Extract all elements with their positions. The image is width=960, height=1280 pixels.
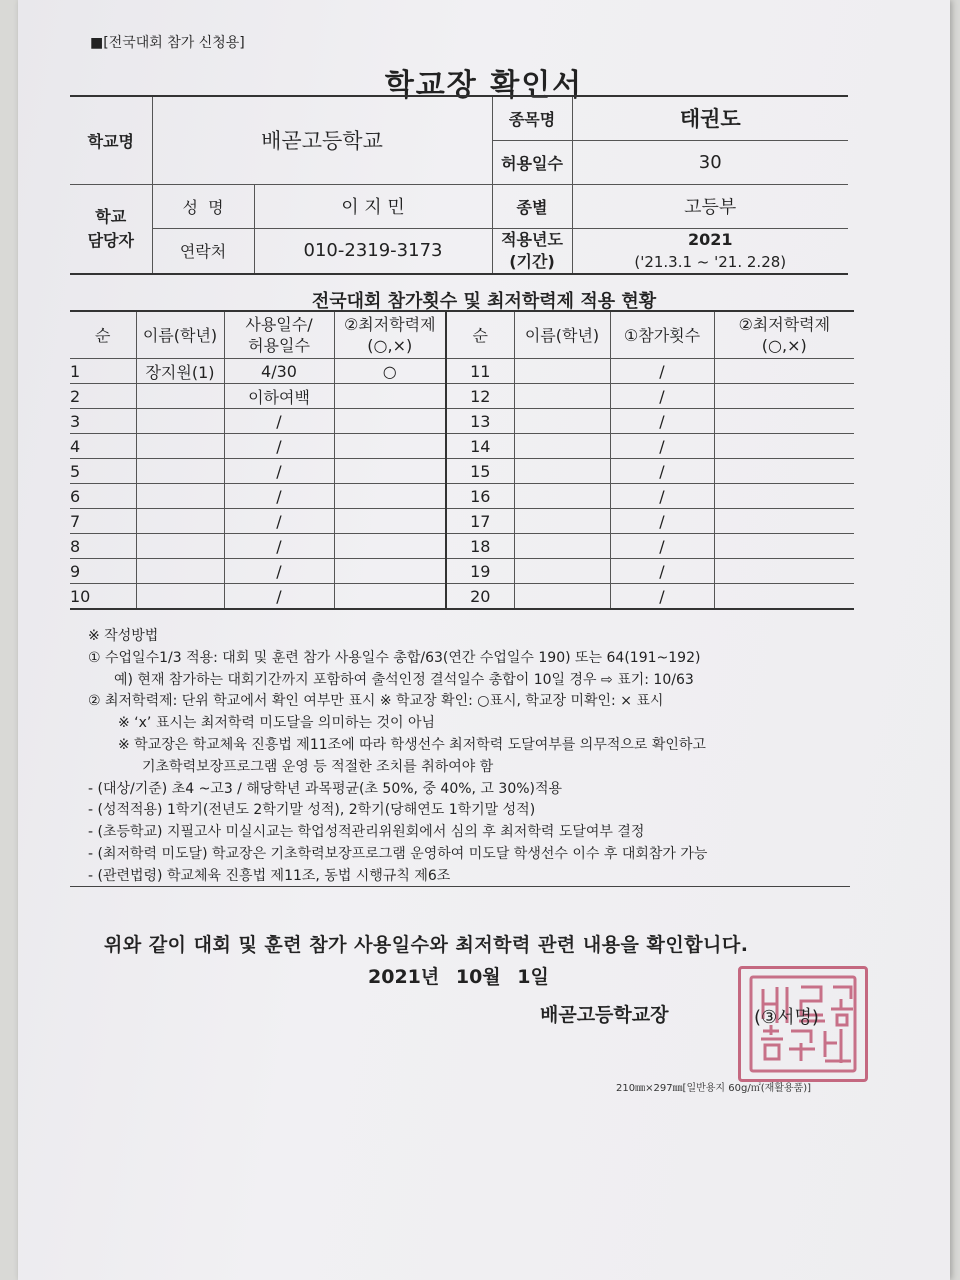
- confirmation-date: 2021년 10월 1일: [368, 966, 549, 988]
- row-min-right: [714, 584, 854, 610]
- row-min-right: [714, 509, 854, 534]
- event-value: 태권도: [572, 96, 848, 140]
- form-type-tag: ■[전국대회 참가 신청용]: [90, 35, 245, 51]
- row-number-right: 20: [446, 584, 514, 610]
- header-no-left: 순: [70, 311, 136, 359]
- row-number-left: 2: [70, 384, 136, 409]
- document-page: [18, 0, 950, 1280]
- row-days: /: [224, 584, 334, 610]
- row-number-right: 17: [446, 509, 514, 534]
- row-min-left: ○: [334, 359, 446, 384]
- row-number-right: 19: [446, 559, 514, 584]
- table-row: [70, 384, 854, 409]
- header-name-left: 이름(학년): [136, 311, 224, 359]
- row-number-right: 14: [446, 434, 514, 459]
- note-4a: ※ 학교장은 학교체육 진흥법 제11조에 따라 학생선수 최저학력 도달여부를 의무적으로 확인하고: [118, 736, 706, 753]
- row-days: /: [224, 484, 334, 509]
- row-min-right: [714, 384, 854, 409]
- row-min-right: [714, 559, 854, 584]
- row-number-left: 7: [70, 509, 136, 534]
- header-no-right: 순: [446, 311, 514, 359]
- manager-label: 학교 담당자: [70, 184, 152, 274]
- row-min-left: [334, 459, 446, 484]
- row-name-left: [136, 384, 224, 409]
- row-name-right: [514, 459, 610, 484]
- table-row: [70, 509, 854, 534]
- table-row: [70, 584, 854, 610]
- header-days: 사용일수/ 허용일수: [224, 311, 334, 359]
- row-number-right: 12: [446, 384, 514, 409]
- row-name-left: [136, 459, 224, 484]
- note-1a: ① 수업일수1/3 적용: 대회 및 훈련 참가 사용일수 총합/63(연간 수업일수 190) 또는 64(191~192): [88, 649, 701, 666]
- table-header-row: [70, 311, 854, 359]
- row-min-left: [334, 584, 446, 610]
- document-title: 학교장 확인서: [384, 68, 584, 103]
- notes-heading: ※ 작성방법: [88, 628, 159, 644]
- table-row: [70, 409, 854, 434]
- table-row: [70, 459, 854, 484]
- row-min-left: [334, 509, 446, 534]
- detail-1: - (대상/기준) 초4 ~고3 / 해당학년 과목평균(초 50%, 중 40%, 고 30%)적용: [88, 780, 563, 797]
- row-name-right: [514, 384, 610, 409]
- row-name-left: 장지원(1): [136, 359, 224, 384]
- row-min-left: [334, 434, 446, 459]
- table-row: [70, 484, 854, 509]
- row-name-right: [514, 484, 610, 509]
- row-min-left: [334, 384, 446, 409]
- allowed-days-value: 30: [572, 140, 848, 184]
- row-number-left: 9: [70, 559, 136, 584]
- table-row: [70, 434, 854, 459]
- row-name-left: [136, 584, 224, 610]
- row-count: /: [610, 584, 714, 610]
- header-name-right: 이름(학년): [514, 311, 610, 359]
- note-2: ② 최저학력제: 단위 학교에서 확인 여부만 표시 ※ 학교장 확인: ○표시, 학교장 미확인: × 표시: [88, 693, 664, 710]
- detail-2: - (성적적용) 1학기(전년도 2학기말 성적), 2학기(당해연도 1학기말 성적): [88, 802, 536, 819]
- row-name-right: [514, 434, 610, 459]
- row-min-right: [714, 534, 854, 559]
- row-name-left: [136, 559, 224, 584]
- table-row: [70, 534, 854, 559]
- row-name-right: [514, 559, 610, 584]
- participation-status-table: [70, 310, 854, 610]
- category-value: 고등부: [572, 184, 848, 228]
- row-days: /: [224, 459, 334, 484]
- row-count: /: [610, 434, 714, 459]
- school-info-table: [70, 95, 848, 275]
- detail-3: - (초등학교) 지필고사 미실시교는 학업성적관리위원회에서 심의 후 최저학력 도달여부 결정: [88, 824, 645, 841]
- principal-title: 배곧고등학교장: [540, 1004, 669, 1026]
- row-number-right: 11: [446, 359, 514, 384]
- row-name-right: [514, 534, 610, 559]
- year-value: 2021: [687, 229, 733, 249]
- row-number-left: 4: [70, 434, 136, 459]
- row-min-left: [334, 534, 446, 559]
- row-count: /: [610, 359, 714, 384]
- status-section-title: 전국대회 참가횟수 및 최저학력제 적용 현황: [311, 291, 657, 312]
- row-number-right: 16: [446, 484, 514, 509]
- paper-spec: 210㎜×297㎜[일반용지 60g/㎡(재활용품)]: [616, 1083, 812, 1094]
- row-min-right: [714, 484, 854, 509]
- table-row: [70, 559, 854, 584]
- notes-divider: [70, 886, 850, 887]
- note-1b: 예) 현재 참가하는 대회기간까지 포함하여 출석인정 결석일수 총합이 10일 경우 ⇨ 표기: 10/63: [114, 671, 694, 688]
- name-value: 이 지 민: [254, 184, 492, 228]
- name-label: 성 명: [152, 184, 254, 228]
- row-count: /: [610, 559, 714, 584]
- row-days: /: [224, 434, 334, 459]
- header-count: ①참가횟수: [610, 311, 714, 359]
- event-label: 종목명: [492, 96, 572, 140]
- header-min-left: ②최저학력제 (○,×): [334, 311, 446, 359]
- category-label: 종별: [492, 184, 572, 228]
- row-min-right: [714, 459, 854, 484]
- row-count: /: [610, 484, 714, 509]
- row-number-right: 18: [446, 534, 514, 559]
- signature-field: (③서명): [754, 1007, 819, 1028]
- writing-instructions: [88, 626, 858, 888]
- row-days: 4/30: [224, 359, 334, 384]
- row-name-right: [514, 584, 610, 610]
- row-name-right: [514, 409, 610, 434]
- contact-label: 연락처: [152, 228, 254, 274]
- school-name: 배곧고등학교: [152, 96, 492, 184]
- school-label: 학교명: [70, 96, 152, 184]
- confirmation-text: 위와 같이 대회 및 훈련 참가 사용일수와 최저학력 관련 내용을 확인합니다.: [104, 934, 749, 956]
- detail-5: - (관련법령) 학교체육 진흥법 제11조, 동법 시행규칙 제6조: [88, 867, 451, 884]
- year-label: 적용년도 (기간): [492, 228, 572, 274]
- row-name-left: [136, 509, 224, 534]
- contact-value: 010-2319-3173: [254, 228, 492, 274]
- row-number-right: 15: [446, 459, 514, 484]
- table-row: [70, 359, 854, 384]
- row-min-right: [714, 434, 854, 459]
- row-count: /: [610, 509, 714, 534]
- row-count: /: [610, 534, 714, 559]
- allowed-days-label: 허용일수: [492, 140, 572, 184]
- row-count: /: [610, 384, 714, 409]
- row-name-left: [136, 409, 224, 434]
- row-days: /: [224, 409, 334, 434]
- row-number-left: 3: [70, 409, 136, 434]
- row-number-left: 6: [70, 484, 136, 509]
- row-name-left: [136, 534, 224, 559]
- row-number-left: 1: [70, 359, 136, 384]
- row-min-left: [334, 484, 446, 509]
- row-number-left: 8: [70, 534, 136, 559]
- row-name-right: [514, 359, 610, 384]
- row-min-right: [714, 409, 854, 434]
- row-name-left: [136, 484, 224, 509]
- row-days: /: [224, 559, 334, 584]
- note-4b: 기초학력보장프로그램 운영 등 적절한 조치를 취하여야 함: [142, 758, 494, 775]
- row-count: /: [610, 409, 714, 434]
- row-number-right: 13: [446, 409, 514, 434]
- detail-4: - (최저학력 미도달) 학교장은 기초학력보장프로그램 운영하여 미도달 학생선수 이수 후 대회참가 가능: [88, 845, 708, 862]
- row-name-right: [514, 509, 610, 534]
- row-count: /: [610, 459, 714, 484]
- year-cell: [572, 228, 848, 274]
- row-min-right: [714, 359, 854, 384]
- row-days: /: [224, 534, 334, 559]
- row-min-left: [334, 559, 446, 584]
- row-number-left: 10: [70, 584, 136, 610]
- row-days: 이하여백: [224, 384, 334, 409]
- note-3: ※ ‘x’ 표시는 최저학력 미도달을 의미하는 것이 아님: [118, 715, 436, 732]
- period-value: ('21.3.1 ~ '21. 2.28): [634, 252, 787, 271]
- row-min-left: [334, 409, 446, 434]
- row-days: /: [224, 509, 334, 534]
- row-number-left: 5: [70, 459, 136, 484]
- header-min-right: ②최저학력제 (○,×): [714, 311, 854, 359]
- row-name-left: [136, 434, 224, 459]
